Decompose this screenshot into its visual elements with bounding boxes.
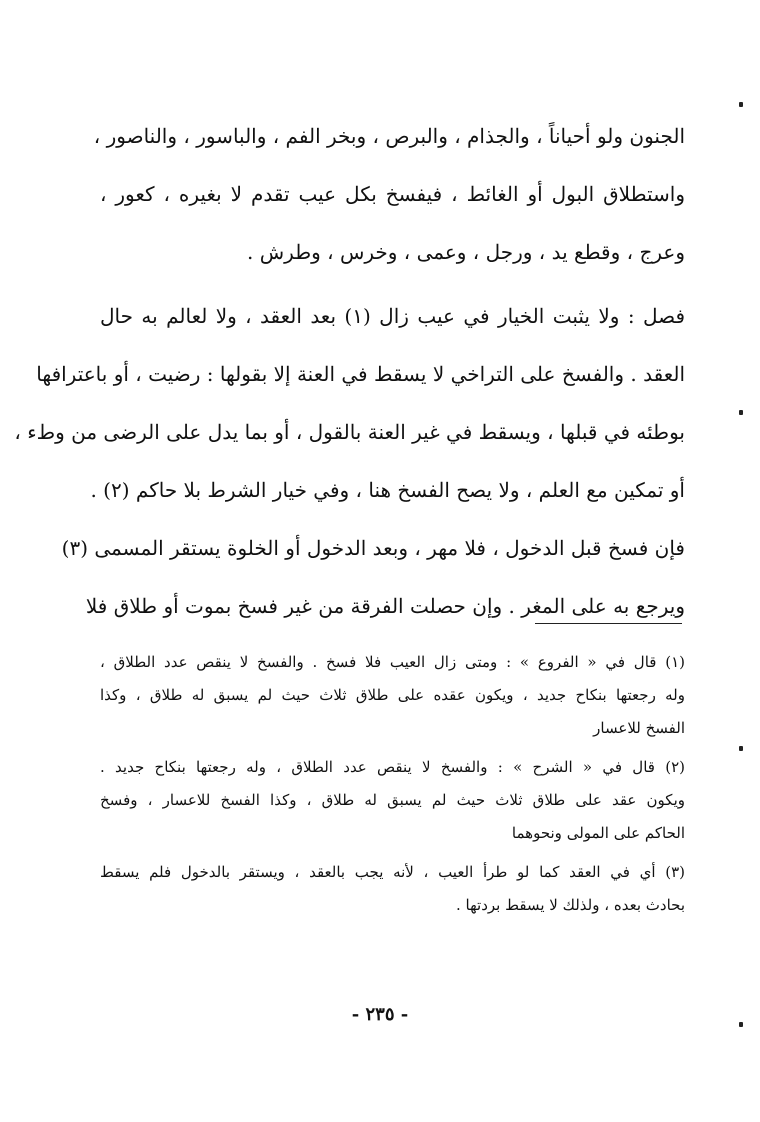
text-line: واستطلاق البول أو الغائط ، فيفسخ بكل عيب تقدم لا بغيره ، كعور ، [100, 182, 685, 206]
text-line: فصل : ولا يثبت الخيار في عيب زال (١) بعد العقد ، ولا لعالم به حال [100, 304, 685, 328]
main-text [14, 107, 685, 635]
text-line: أو تمكين مع العلم ، ولا يصح الفسخ هنا ، وفي خيار الشرط بلا حاكم (٢) . [90, 478, 685, 502]
text-line: ويرجع به على المغر . وإن حصلت الفرقة من غير فسخ بموت أو طلاق فلا [85, 594, 685, 618]
footnotes [100, 646, 685, 922]
text-line: الجنون ولو أحياناً ، والجذام ، والبرص ، وبخر الفم ، والباسور ، والناصور ، [93, 124, 685, 148]
text-line: بوطئه في قبلها ، ويسقط في غير العنة بالقول ، أو بما يدل على الرضى من وطء ، [14, 420, 685, 444]
margin-dot [739, 1022, 743, 1027]
footnote-line: وله رجعتها بنكاح جديد ، ويكون عقده على طلاق ثلاث حيث لم يسبق له طلاق ، وكذا [100, 686, 685, 704]
footnote-separator [535, 623, 682, 624]
footnote-line: الحاكم على المولى ونحوهما [511, 824, 685, 842]
footnote-line: بحادث بعده ، ولذلك لا يسقط بردتها . [456, 896, 685, 914]
margin-dot [739, 746, 743, 751]
footnote-line: الفسخ للاعسار [593, 719, 685, 737]
footnote-line: (٢) قال في « الشرح » : والفسخ لا ينقص عدد الطلاق ، وله رجعتها بنكاح جديد . [100, 758, 685, 776]
footnote-line: (٣) أي في العقد كما لو طرأ العيب ، لأنه يجب بالعقد ، ويستقر بالدخول فلم يسقط [100, 863, 685, 881]
text-line: فإن فسخ قبل الدخول ، فلا مهر ، وبعد الدخول أو الخلوة يستقر المسمى (٣) [61, 536, 685, 560]
footnote-line: ويكون عقد على طلاق ثلاث حيث لم يسبق له طلاق ، وكذا الفسخ للاعسار ، وفسخ [100, 791, 685, 809]
margin-dot [739, 102, 743, 107]
margin-dot [739, 410, 743, 415]
footnote-line: (١) قال في « الفروع » : ومتى زال العيب فلا فسخ . والفسخ لا ينقص عدد الطلاق ، [100, 653, 685, 671]
text-line: وعرج ، وقطع يد ، ورجل ، وعمى ، وخرس ، وطرش . [247, 240, 685, 264]
page-number: - ٢٣٥ - [351, 1004, 409, 1025]
text-line: العقد . والفسخ على التراخي لا يسقط في العنة إلا بقولها : رضيت ، أو باعترافها [36, 362, 685, 386]
